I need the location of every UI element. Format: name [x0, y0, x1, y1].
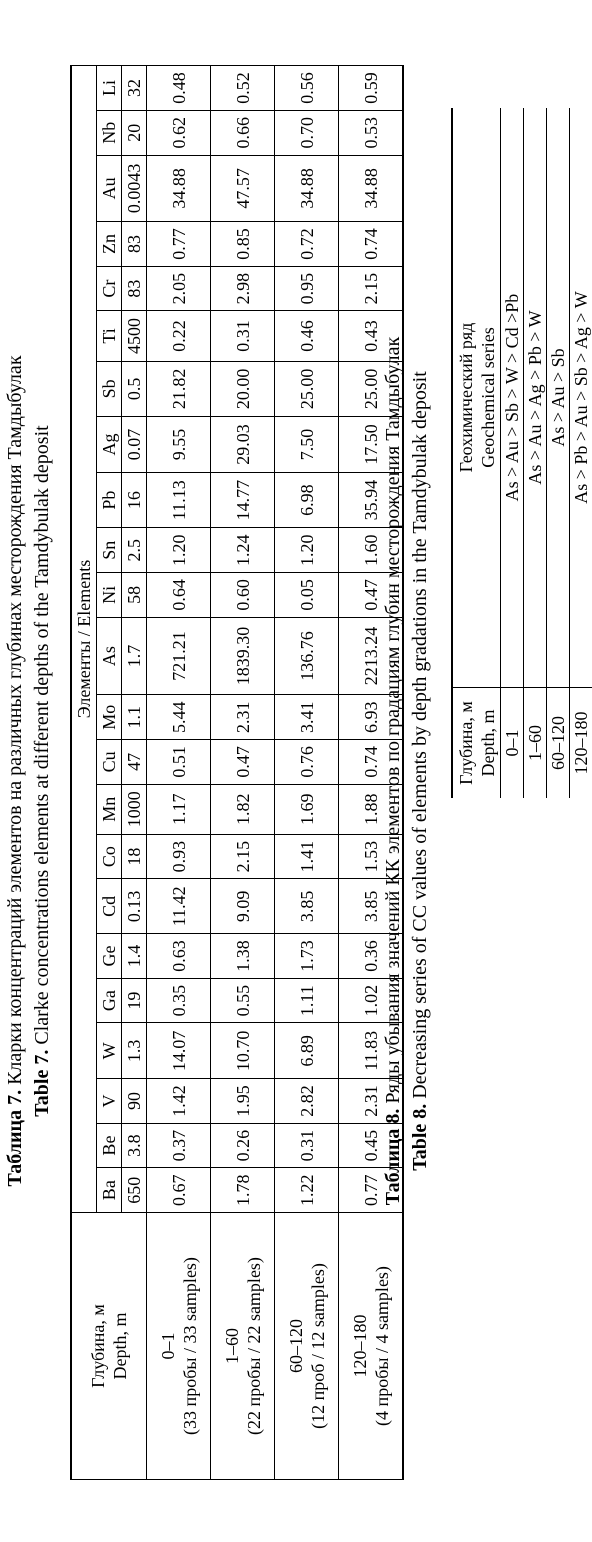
- table8-depth-header-en: Depth, m: [477, 709, 498, 777]
- cc-value: 11.42: [147, 879, 211, 934]
- depth-range: 120–180: [349, 1314, 370, 1378]
- clarke-value: 58: [122, 573, 147, 618]
- cc-value: 1.22: [275, 1168, 339, 1213]
- cc-value: 0.59: [339, 66, 404, 111]
- element-symbol: Mn: [97, 784, 122, 834]
- cc-value: 1.24: [211, 528, 275, 573]
- cc-value: 0.45: [339, 1123, 404, 1168]
- element-symbol: Be: [97, 1123, 122, 1168]
- cc-value: 9.55: [147, 417, 211, 473]
- cc-value: 1.60: [339, 528, 404, 573]
- cc-value: 0.31: [275, 1123, 339, 1168]
- table8-depth-header: [452, 688, 501, 799]
- table7-caption-en-label: Table 7.: [31, 1049, 53, 1117]
- cc-value: 0.05: [275, 573, 339, 618]
- cc-value: 0.48: [147, 66, 211, 111]
- cc-value: 0.47: [211, 740, 275, 785]
- cc-value: 1.11: [275, 978, 339, 1023]
- cc-value: 0.67: [147, 1168, 211, 1213]
- element-symbol: As: [97, 617, 122, 695]
- table-row: [547, 108, 570, 798]
- cc-value: 10.70: [211, 1023, 275, 1079]
- elements-header: Элементы / Elements: [71, 66, 97, 1213]
- cc-value: 0.55: [211, 978, 275, 1023]
- clarke-value: 3.8: [122, 1123, 147, 1168]
- cc-value: 35.94: [339, 472, 404, 528]
- cc-value: 0.37: [147, 1123, 211, 1168]
- cc-value: 9.09: [211, 879, 275, 934]
- cc-value: 3.41: [275, 695, 339, 740]
- cc-value: 2.31: [339, 1079, 404, 1124]
- cc-value: 47.57: [211, 155, 275, 222]
- cc-value: 5.44: [147, 695, 211, 740]
- table7-caption-ru-text: Кларки концентраций элементов на различных глубинах месторождения Тамдыбулак: [4, 355, 26, 1085]
- cc-value: 6.98: [275, 472, 339, 528]
- table8: [451, 108, 592, 798]
- cc-value: 0.72: [275, 222, 339, 267]
- cc-value: 3.85: [339, 879, 404, 934]
- clarke-value: 2.5: [122, 528, 147, 573]
- cc-value: 0.77: [147, 222, 211, 267]
- depth-cell: 60–120: [547, 688, 570, 799]
- cc-value: 17.50: [339, 417, 404, 473]
- sample-count: (33 пробы / 33 samples): [179, 1257, 200, 1435]
- cc-value: 0.31: [211, 311, 275, 361]
- cc-value: 1.88: [339, 784, 404, 834]
- table8-caption-en: [409, 0, 432, 1542]
- cc-value: 0.70: [275, 110, 339, 155]
- cc-value: 0.66: [211, 110, 275, 155]
- depth-cell: [211, 1213, 275, 1480]
- cc-value: 2.05: [147, 266, 211, 311]
- clarke-value: 0.07: [122, 417, 147, 473]
- cc-value: 3.85: [275, 879, 339, 934]
- clarke-value: 18: [122, 834, 147, 879]
- sample-count: (12 проб / 12 samples): [307, 1263, 328, 1429]
- clarke-value: 1000: [122, 784, 147, 834]
- clarke-value: 1.3: [122, 1023, 147, 1079]
- clarke-value: 1.7: [122, 617, 147, 695]
- clarke-value: 0.13: [122, 879, 147, 934]
- table-row: [570, 108, 592, 798]
- cc-value: 14.07: [147, 1023, 211, 1079]
- table8-depth-header-ru: Глубина, м: [455, 701, 476, 785]
- cc-value: 2.15: [211, 834, 275, 879]
- table8-caption-ru-label: Таблица 8.: [382, 1108, 404, 1206]
- clarke-value: 20: [122, 110, 147, 155]
- table-row: [501, 108, 524, 798]
- element-symbol: Li: [97, 66, 122, 111]
- cc-value: 6.89: [275, 1023, 339, 1079]
- depth-range: 0–1: [157, 1332, 178, 1360]
- cc-value: 0.93: [147, 834, 211, 879]
- cc-value: 2.82: [275, 1079, 339, 1124]
- cc-value: 0.53: [339, 110, 404, 155]
- depth-cell: [147, 1213, 211, 1480]
- element-symbol: Ba: [97, 1168, 122, 1213]
- cc-value: 25.00: [275, 361, 339, 417]
- cc-value: 1.02: [339, 978, 404, 1023]
- cc-value: 2.31: [211, 695, 275, 740]
- clarke-value: 32: [122, 66, 147, 111]
- element-symbol: Sb: [97, 361, 122, 417]
- clarke-value: 90: [122, 1079, 147, 1124]
- cc-value: 1.42: [147, 1079, 211, 1124]
- cc-value: 1.17: [147, 784, 211, 834]
- table8-series-header-en: Geochemical series: [477, 327, 498, 468]
- cc-value: 0.36: [339, 934, 404, 979]
- cc-value: 0.95: [275, 266, 339, 311]
- cc-value: 0.62: [147, 110, 211, 155]
- cc-value: 1.20: [275, 528, 339, 573]
- depth-header-en: Depth, m: [110, 1312, 130, 1380]
- cc-value: 11.13: [147, 472, 211, 528]
- depth-header: [71, 1213, 147, 1480]
- geochemical-series: As > Au > Sb > W > Cd >Pb: [501, 108, 524, 688]
- depth-cell: 1–60: [524, 688, 547, 799]
- element-symbol: Pb: [97, 472, 122, 528]
- element-symbol: W: [97, 1023, 122, 1079]
- table-row: [275, 66, 339, 1480]
- cc-value: 136.76: [275, 617, 339, 695]
- cc-value: 0.56: [275, 66, 339, 111]
- table-row: [147, 66, 211, 1480]
- cc-value: 20.00: [211, 361, 275, 417]
- element-symbol: Ti: [97, 311, 122, 361]
- table8-series-header-ru: Геохимический ряд: [455, 322, 476, 473]
- depth-header-ru: Глубина, м: [88, 1304, 108, 1388]
- cc-value: 0.74: [339, 740, 404, 785]
- clarke-value: 650: [122, 1168, 147, 1213]
- cc-value: 0.52: [211, 66, 275, 111]
- cc-value: 34.88: [147, 155, 211, 222]
- depth-cell: 0–1: [501, 688, 524, 799]
- depth-range: 60–120: [285, 1319, 306, 1373]
- cc-value: 34.88: [339, 155, 404, 222]
- cc-value: 1.78: [211, 1168, 275, 1213]
- clarke-value: 47: [122, 740, 147, 785]
- element-symbol: Nb: [97, 110, 122, 155]
- element-symbol: Ga: [97, 978, 122, 1023]
- table7-caption-ru: [4, 0, 27, 1542]
- depth-range: 1–60: [221, 1328, 242, 1364]
- geochemical-series: As > Au > Sb: [547, 108, 570, 688]
- clarke-value: 1.1: [122, 695, 147, 740]
- table7-caption-en-text: Clarke concentrations elements at different depths of the Tamdybulak deposit: [31, 425, 53, 1045]
- cc-value: 1.53: [339, 834, 404, 879]
- cc-value: 2.15: [339, 266, 404, 311]
- clarke-value: 83: [122, 222, 147, 267]
- clarke-value: 0.5: [122, 361, 147, 417]
- cc-value: 0.35: [147, 978, 211, 1023]
- cc-value: 721.21: [147, 617, 211, 695]
- cc-value: 1839.30: [211, 617, 275, 695]
- clarke-value: 19: [122, 978, 147, 1023]
- clarke-value: 16: [122, 472, 147, 528]
- geochemical-series: As > Au > Ag > Pb > W: [524, 108, 547, 688]
- depth-cell: [275, 1213, 339, 1480]
- cc-value: 11.83: [339, 1023, 404, 1079]
- cc-value: 0.85: [211, 222, 275, 267]
- cc-value: 0.22: [147, 311, 211, 361]
- cc-value: 2213.24: [339, 617, 404, 695]
- cc-value: 1.20: [147, 528, 211, 573]
- table7: [70, 65, 404, 1480]
- cc-value: 6.93: [339, 695, 404, 740]
- element-symbol: Sn: [97, 528, 122, 573]
- cc-value: 0.74: [339, 222, 404, 267]
- cc-value: 2.98: [211, 266, 275, 311]
- element-symbol: Zn: [97, 222, 122, 267]
- element-symbol: Cu: [97, 740, 122, 785]
- cc-value: 29.03: [211, 417, 275, 473]
- table8-caption-ru: [382, 0, 405, 1542]
- element-symbol: Ge: [97, 934, 122, 979]
- element-symbol: Ag: [97, 417, 122, 473]
- cc-value: 1.41: [275, 834, 339, 879]
- table-row: [211, 66, 275, 1480]
- cc-value: 1.38: [211, 934, 275, 979]
- element-symbol: Cd: [97, 879, 122, 934]
- cc-value: 21.82: [147, 361, 211, 417]
- cc-value: 0.43: [339, 311, 404, 361]
- clarke-value: 1.4: [122, 934, 147, 979]
- cc-value: 1.69: [275, 784, 339, 834]
- cc-value: 0.26: [211, 1123, 275, 1168]
- cc-value: 34.88: [275, 155, 339, 222]
- table8-caption-en-text: Decreasing series of CC values of elements by depth gradations in the Tamdybulak deposit: [409, 371, 431, 1099]
- cc-value: 0.76: [275, 740, 339, 785]
- cc-value: 0.77: [339, 1168, 404, 1213]
- cc-value: 0.63: [147, 934, 211, 979]
- sample-count: (4 пробы / 4 samples): [371, 1266, 392, 1426]
- element-symbol: V: [97, 1079, 122, 1124]
- table7-caption-en: [31, 0, 54, 1542]
- element-symbol: Co: [97, 834, 122, 879]
- cc-value: 1.82: [211, 784, 275, 834]
- table8-caption-en-label: Table 8.: [409, 1103, 431, 1171]
- clarke-value: 83: [122, 266, 147, 311]
- cc-value: 0.47: [339, 573, 404, 618]
- table8-series-header: [452, 108, 501, 688]
- clarke-value: 4500: [122, 311, 147, 361]
- table8-caption-ru-text: Ряды убывания значений КК элементов по градациям глубин месторождения Тамдыбулак: [382, 336, 404, 1104]
- element-symbol: Mo: [97, 695, 122, 740]
- cc-value: 0.46: [275, 311, 339, 361]
- geochemical-series: As > Pb > Au > Sb > Ag > W: [570, 108, 592, 688]
- cc-value: 0.51: [147, 740, 211, 785]
- element-symbol: Cr: [97, 266, 122, 311]
- cc-value: 7.50: [275, 417, 339, 473]
- cc-value: 0.64: [147, 573, 211, 618]
- cc-value: 1.73: [275, 934, 339, 979]
- table-row: [524, 108, 547, 798]
- sample-count: (22 пробы / 22 samples): [243, 1257, 264, 1435]
- element-symbol: Au: [97, 155, 122, 222]
- clarke-value: 0.0043: [122, 155, 147, 222]
- cc-value: 14.77: [211, 472, 275, 528]
- cc-value: 25.00: [339, 361, 404, 417]
- table7-caption-ru-label: Таблица 7.: [4, 1089, 26, 1187]
- cc-value: 0.60: [211, 573, 275, 618]
- depth-cell: 120–180: [570, 688, 592, 799]
- element-symbol: Ni: [97, 573, 122, 618]
- cc-value: 1.95: [211, 1079, 275, 1124]
